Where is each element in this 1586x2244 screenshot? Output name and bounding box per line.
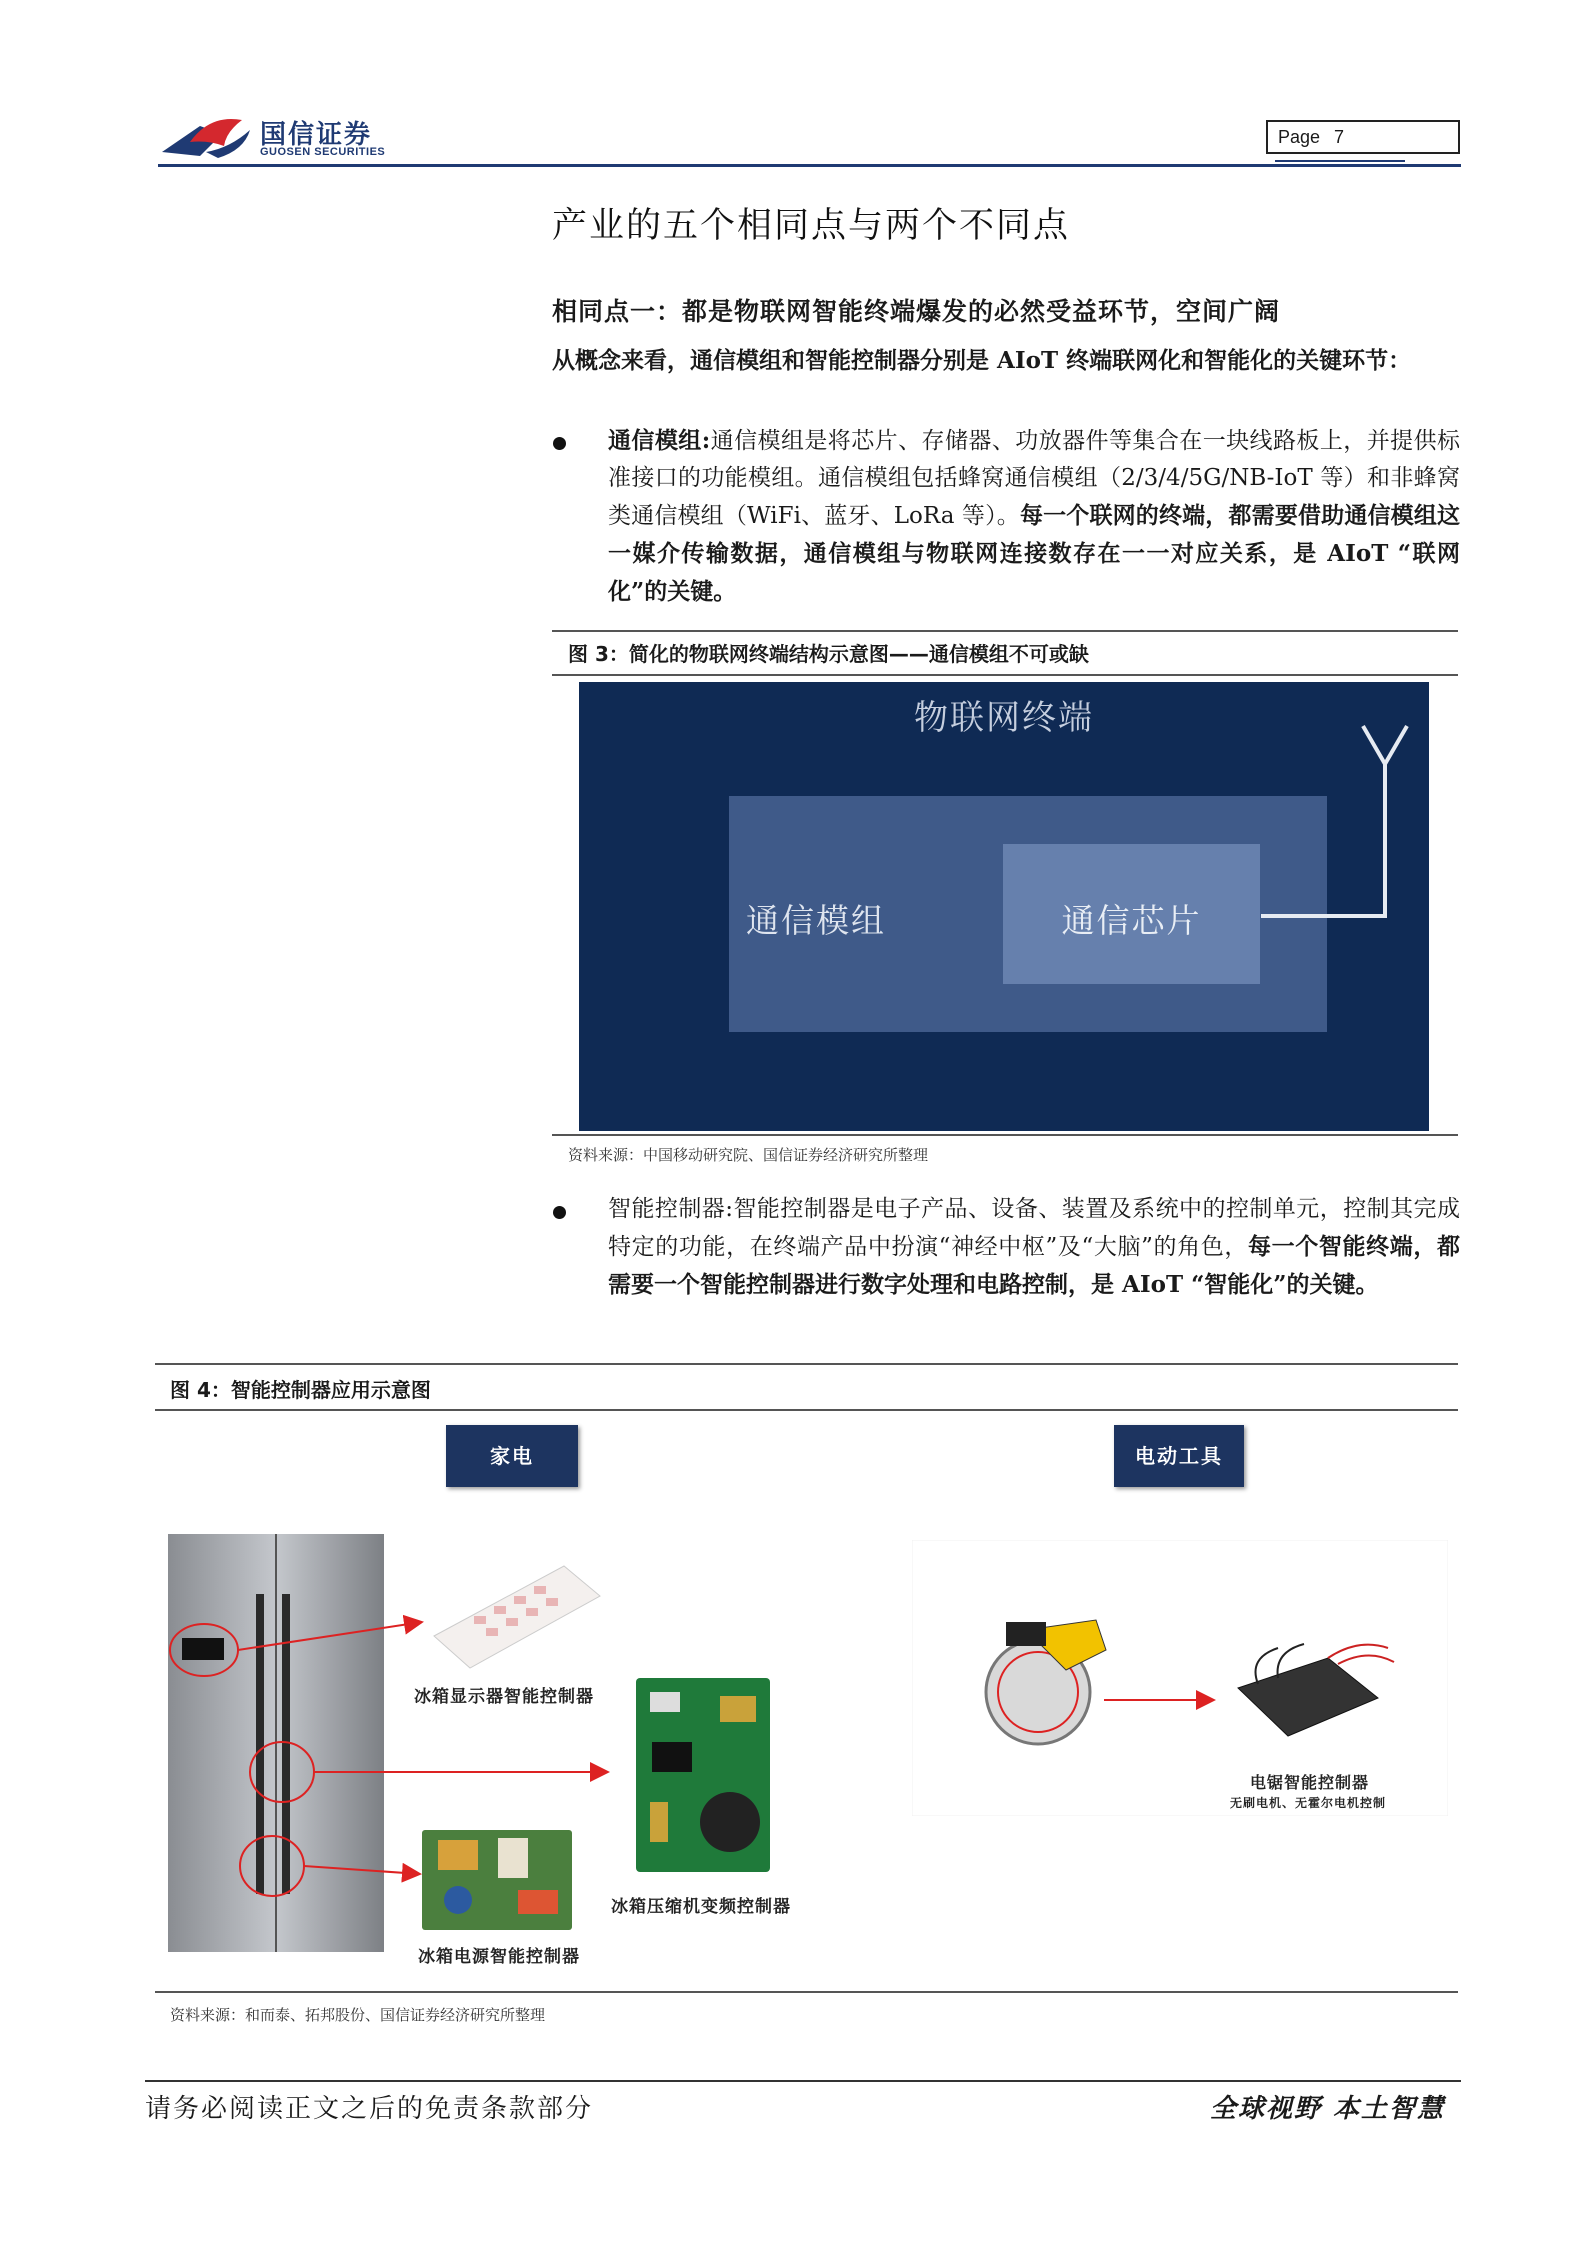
bullet-smart-controller xyxy=(608,1191,1460,1304)
figure3-caption: 图 3：简化的物联网终端结构示意图——通信模组不可或缺 xyxy=(568,642,1089,666)
page-number: 7 xyxy=(1334,127,1345,147)
section-subtitle: 相同点一：都是物联网智能终端爆发的必然受益环节，空间广阔 xyxy=(552,297,1281,326)
footer-rule xyxy=(145,2080,1461,2082)
figure-rule xyxy=(155,1409,1458,1411)
header-accent-rule xyxy=(1275,160,1405,162)
intro-paragraph: 从概念来看，通信模组和智能控制器分别是 AIoT 终端联网化和智能化的关键环节： xyxy=(552,347,1412,374)
iot-terminal-label: 物联网终端 xyxy=(914,698,1094,738)
figure-rule xyxy=(155,1991,1458,1993)
bullet-dot xyxy=(553,437,566,450)
figure-rule xyxy=(552,674,1458,676)
page-label: Page xyxy=(1278,127,1321,147)
brand-name-en: GUOSEN SECURITIES xyxy=(260,146,386,158)
category-tag-power-tools: 电动工具 xyxy=(1114,1425,1244,1487)
bullet-emphasis: 每一个联网的终端，都需要借助通信模组这一媒介传输数据，通信模组与物联网连接数存在一一对应关系，是 AIoT “联网化”的关键。 xyxy=(608,502,1461,605)
figure-rule xyxy=(552,1134,1458,1136)
category-tag-home-appliance: 家电 xyxy=(446,1425,578,1487)
compressor-controller-label: 冰箱压缩机变频控制器 xyxy=(611,1897,791,1917)
bullet-communication-module xyxy=(608,422,1460,611)
saw-controller-sublabel: 无刷电机、无霍尔电机控制 xyxy=(1230,1796,1387,1810)
header-rule xyxy=(158,164,1461,167)
disclaimer-note: 请务必阅读正文之后的免责条款部分 xyxy=(145,2094,594,2124)
display-controller-label: 冰箱显示器智能控制器 xyxy=(414,1687,594,1707)
page-indicator xyxy=(1266,120,1460,154)
figure4-arrows xyxy=(168,1534,1458,1954)
power-controller-label: 冰箱电源智能控制器 xyxy=(418,1947,580,1967)
antenna-icon xyxy=(1255,720,1425,920)
comm-chip-label: 通信芯片 xyxy=(1061,901,1202,940)
page-title: 产业的五个相同点与两个不同点 xyxy=(552,206,1071,246)
footer-slogan: 全球视野 本土智慧 xyxy=(1210,2094,1446,2124)
bullet-emphasis: 每一个智能终端，都需要一个智能控制器进行数字处理和电路控制，是 AIoT “智能化”的关键。 xyxy=(608,1233,1460,1298)
figure-rule xyxy=(155,1363,1458,1365)
saw-controller-label: 电锯智能控制器 xyxy=(1250,1773,1370,1792)
bullet-body: 通信模组是将芯片、存储器、功放器件等集合在一块线路板上，并提供标准接口的功能模组。通信模组包括蜂窝通信模组（2/3/4/5G/NB-IoT 等）和非蜂窝类通信模组（WiFi、蓝牙、LoRa 等）。 xyxy=(608,428,1460,529)
bullet-term: 智能控制器: xyxy=(608,1196,734,1222)
bullet-term: 通信模组: xyxy=(608,427,711,454)
brand-name-cn: 国信证券 xyxy=(260,120,373,150)
figure4-source: 资料来源：和而泰、拓邦股份、国信证券经济研究所整理 xyxy=(170,2006,546,2024)
bullet-dot xyxy=(553,1206,566,1219)
figure4-caption: 图 4：智能控制器应用示意图 xyxy=(170,1378,431,1402)
figure-rule xyxy=(552,630,1458,632)
figure3-source: 资料来源：中国移动研究院、国信证券经济研究所整理 xyxy=(568,1146,929,1164)
comm-module-label: 通信模组 xyxy=(746,901,886,940)
bullet-body: 智能控制器是电子产品、设备、装置及系统中的控制单元，控制其完成特定的功能，在终端产品中扮演“神经中枢”及“大脑”的角色， xyxy=(608,1196,1461,1260)
